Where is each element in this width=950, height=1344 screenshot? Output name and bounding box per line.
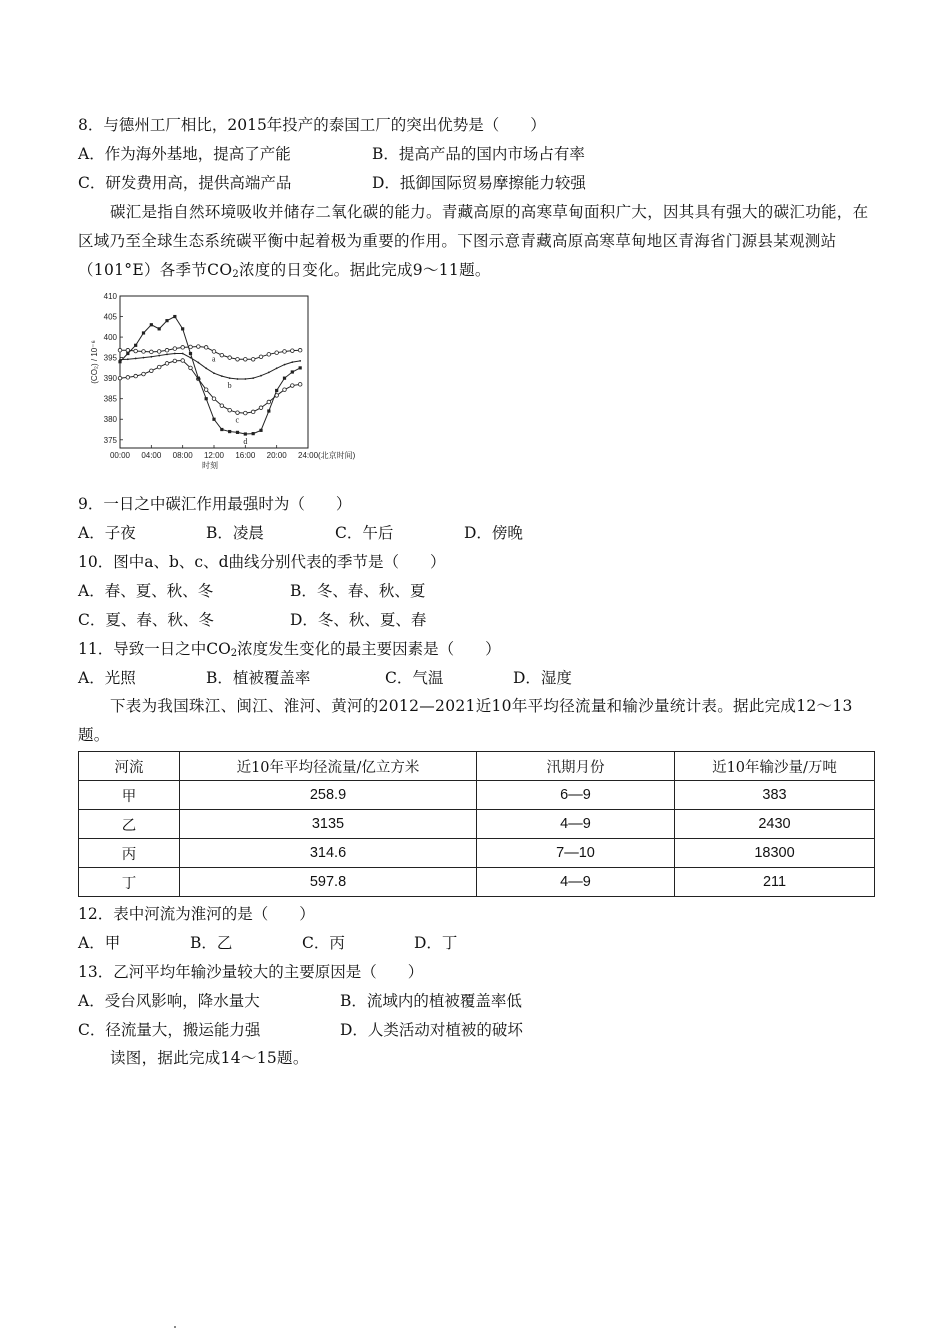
table-header-cell: 汛期月份 [477, 752, 675, 781]
data-point-d [197, 377, 200, 380]
data-point-d [267, 409, 270, 412]
data-point-d [259, 429, 262, 432]
data-point-d [228, 430, 231, 433]
x-tick-label: 16:00 [235, 451, 256, 460]
series-label-b: b [227, 381, 232, 391]
table-row [79, 810, 875, 839]
q11-option-b: B．植被覆盖率 [206, 669, 311, 687]
table-cell-river: 甲 [79, 781, 180, 810]
data-point-d [118, 360, 121, 363]
table-header-cell: 近10年平均径流量/亿立方米 [180, 752, 477, 781]
series-line-c [120, 360, 300, 413]
data-point-d [283, 377, 286, 380]
data-point-b [237, 378, 239, 380]
data-point-a [220, 353, 224, 357]
data-point-b [244, 378, 246, 380]
table-cell-river: 丙 [79, 839, 180, 868]
data-point-c [126, 376, 130, 380]
q10-stem: 10．图中a、b、c、d曲线分别代表的季节是（ ） [78, 553, 446, 571]
data-point-a [244, 357, 248, 361]
q8-option-b: B．提高产品的国内市场占有率 [372, 145, 585, 163]
series-label-a: a [212, 354, 216, 364]
passage-carbon-sink-text: 碳汇是指自然环境吸收并储存二氧化碳的能力。青藏高原的高寒草甸面积广大，因其具有强大的碳汇功能，在区域乃至全球生态系统碳平衡中起着极为重要的作用。下图示意青藏高原高寒草甸地区青海省门源县某观测站（101°E）各季节 [78, 203, 869, 279]
x-tick-label: 08:00 [172, 451, 193, 460]
table-cell-flood-months: 7—10 [477, 839, 675, 868]
data-point-d [205, 397, 208, 400]
q12-option-b: B．乙 [190, 934, 233, 952]
x-tick-label: 00:00 [109, 451, 131, 460]
table-cell-sediment: 18300 [675, 839, 875, 868]
data-point-c [212, 397, 216, 401]
table-cell-runoff: 3135 [180, 810, 477, 839]
data-point-b [229, 377, 231, 379]
data-point-c [291, 384, 295, 388]
data-point-b [205, 367, 207, 369]
data-point-a [134, 349, 138, 353]
data-point-b [182, 353, 184, 355]
q13-option-b: B．流域内的植被覆盖率低 [340, 992, 522, 1010]
data-point-d [173, 315, 176, 318]
co2-diurnal-chart [88, 290, 378, 470]
data-point-a [259, 355, 263, 359]
passage-co2-prefix: CO [207, 261, 233, 279]
data-point-c [220, 404, 224, 408]
x-tick-label: 20:00 [266, 451, 287, 460]
table-cell-flood-months: 4—9 [477, 810, 675, 839]
data-point-c [228, 408, 232, 412]
data-point-a [236, 357, 240, 361]
q8-option-d: D．抵御国际贸易摩擦能力较强 [372, 174, 586, 192]
data-point-b [268, 372, 270, 374]
data-point-d [220, 428, 223, 431]
data-point-c [165, 362, 169, 366]
data-point-b [135, 358, 137, 360]
q11-option-a: A．光照 [78, 669, 136, 687]
data-point-d [244, 432, 247, 435]
q8-option-c: C．研发费用高，提供高端产品 [78, 174, 292, 192]
x-tick-label: 12:00 [203, 451, 225, 460]
q10-option-c: C．夏、春、秋、冬 [78, 611, 214, 629]
data-point-a [291, 349, 295, 353]
data-point-b [158, 355, 160, 357]
data-point-d [158, 327, 161, 330]
table-cell-sediment: 211 [675, 868, 875, 897]
data-point-c [157, 365, 161, 369]
table-cell-river: 丁 [79, 868, 180, 897]
y-tick-label: 375 [103, 435, 117, 445]
data-point-c [118, 376, 122, 380]
data-point-a [298, 348, 302, 352]
data-point-a [150, 350, 154, 354]
data-point-c [259, 406, 263, 410]
data-point-b [276, 367, 278, 369]
data-point-c [251, 410, 255, 414]
data-point-b [260, 375, 262, 377]
data-point-d [126, 352, 129, 355]
passage-carbon-sink-tail: 浓度的日变化。据此完成9～11题。 [239, 261, 491, 279]
table-cell-runoff: 258.9 [180, 781, 477, 810]
data-point-c [204, 388, 208, 392]
q13-option-d: D．人类活动对植被的破坏 [340, 1021, 523, 1039]
passage-co2-sub: 2 [232, 269, 239, 280]
x-tick-label: 04:00 [141, 451, 162, 460]
data-point-b [291, 361, 293, 363]
data-point-a [228, 356, 232, 360]
y-axis-label: (CO₂) / 10⁻⁶ [90, 340, 99, 384]
q11-stem-sub: 2 [230, 648, 238, 659]
data-point-b [213, 372, 215, 374]
x-axis-label: 时刻 [202, 461, 218, 470]
data-point-a [165, 348, 169, 352]
data-point-d [165, 319, 168, 322]
data-point-a [157, 350, 161, 354]
q9-stem: 9．一日之中碳汇作用最强时为（ ） [78, 495, 352, 513]
data-point-c [173, 359, 177, 363]
table-row [79, 781, 875, 810]
data-point-c [236, 411, 240, 415]
q9-option-d: D．傍晚 [464, 524, 523, 542]
data-point-b [166, 353, 168, 355]
data-point-c [142, 372, 146, 376]
table-cell-runoff: 597.8 [180, 868, 477, 897]
data-point-b [299, 360, 301, 362]
table-cell-flood-months: 6—9 [477, 781, 675, 810]
q11-option-c: C．气温 [385, 669, 444, 687]
data-point-a [251, 357, 255, 361]
x-tick-label: 24:00(北京时间) [298, 451, 356, 460]
table-header-row [79, 752, 875, 781]
y-tick-label: 410 [103, 292, 117, 301]
data-point-d [236, 431, 239, 434]
series-line-b [120, 354, 300, 379]
data-point-a [142, 350, 146, 354]
q9-option-a: A．子夜 [78, 524, 136, 542]
page-dot [174, 1326, 176, 1328]
data-point-a [118, 348, 122, 352]
data-point-d [299, 366, 302, 369]
table-row [79, 868, 875, 897]
data-point-a [173, 347, 177, 351]
y-tick-label: 385 [103, 394, 117, 404]
data-point-a [212, 350, 216, 354]
data-point-d [134, 344, 137, 347]
q8-option-a: A．作为海外基地，提高了产能 [78, 145, 291, 163]
table-cell-flood-months: 4—9 [477, 868, 675, 897]
table-header-cell: 河流 [79, 752, 180, 781]
data-point-c [283, 388, 287, 392]
q11-stem [78, 639, 501, 664]
data-point-a [283, 350, 287, 354]
q10-option-b: B．冬、春、秋、夏 [290, 582, 426, 600]
data-point-b [197, 362, 199, 364]
data-point-b [150, 356, 152, 358]
data-point-a [197, 345, 201, 349]
q10-option-d: D．冬、秋、夏、春 [290, 611, 427, 629]
y-tick-label: 395 [103, 353, 117, 363]
passage-carbon-sink [78, 198, 874, 289]
table-cell-river: 乙 [79, 810, 180, 839]
data-point-b [174, 353, 176, 355]
data-point-b [143, 357, 145, 359]
q11-stem-suffix: 浓度发生变化的最主要因素是（ ） [237, 640, 501, 658]
q8-stem: 8．与德州工厂相比，2015年投产的泰国工厂的突出优势是（ ） [78, 116, 546, 134]
passage-read-figure: 读图，据此完成14～15题。 [110, 1049, 309, 1067]
data-point-c [298, 383, 302, 387]
data-point-d [142, 331, 145, 334]
data-point-a [204, 346, 208, 350]
data-point-a [267, 353, 271, 357]
data-point-a [275, 351, 279, 355]
table-cell-sediment: 2430 [675, 810, 875, 839]
q13-stem: 13．乙河平均年输沙量较大的主要原因是（ ） [78, 963, 424, 981]
data-point-d [189, 352, 192, 355]
data-point-b [284, 364, 286, 366]
table-cell-sediment: 383 [675, 781, 875, 810]
data-point-b [127, 358, 129, 360]
table-row [79, 839, 875, 868]
table-cell-runoff: 314.6 [180, 839, 477, 868]
data-point-c [189, 366, 193, 370]
y-tick-label: 380 [103, 415, 117, 425]
data-point-c [181, 359, 185, 363]
data-point-c [150, 369, 154, 373]
q12-stem: 12．表中河流为淮河的是（ ） [78, 905, 315, 923]
series-label-c: c [235, 415, 240, 425]
series-line-d [120, 317, 300, 434]
q12-option-a: A．甲 [78, 934, 121, 952]
q13-option-c: C．径流量大，搬运能力强 [78, 1021, 261, 1039]
q12-option-c: C．丙 [302, 934, 345, 952]
q10-option-a: A．春、夏、秋、冬 [78, 582, 214, 600]
data-point-d [150, 323, 153, 326]
q13-option-a: A．受台风影响，降水量大 [78, 992, 260, 1010]
q9-option-b: B．凌晨 [206, 524, 264, 542]
data-point-d [275, 389, 278, 392]
table-header-cell: 近10年输沙量/万吨 [675, 752, 875, 781]
y-tick-label: 400 [103, 333, 117, 343]
q11-stem-prefix: 11．导致一日之中CO [78, 640, 231, 658]
data-point-b [221, 375, 223, 377]
y-tick-label: 405 [103, 312, 117, 322]
q11-option-d: D．湿度 [513, 669, 572, 687]
q12-option-d: D．丁 [414, 934, 458, 952]
data-point-c [134, 374, 138, 378]
data-point-a [181, 346, 185, 350]
y-tick-label: 390 [103, 374, 117, 384]
data-point-c [244, 411, 248, 415]
river-stats-table [78, 751, 875, 897]
passage-river-table: 下表为我国珠江、闽江、淮河、黄河的2012—2021近10年平均径流量和输沙量统计表。据此完成12～13题。 [78, 697, 853, 744]
data-point-c [267, 400, 271, 404]
series-label-d: d [243, 437, 248, 447]
data-point-d [252, 432, 255, 435]
data-point-d [181, 327, 184, 330]
data-point-d [212, 418, 215, 421]
data-point-b [252, 377, 254, 379]
q9-option-c: C．午后 [335, 524, 394, 542]
data-point-d [291, 370, 294, 373]
